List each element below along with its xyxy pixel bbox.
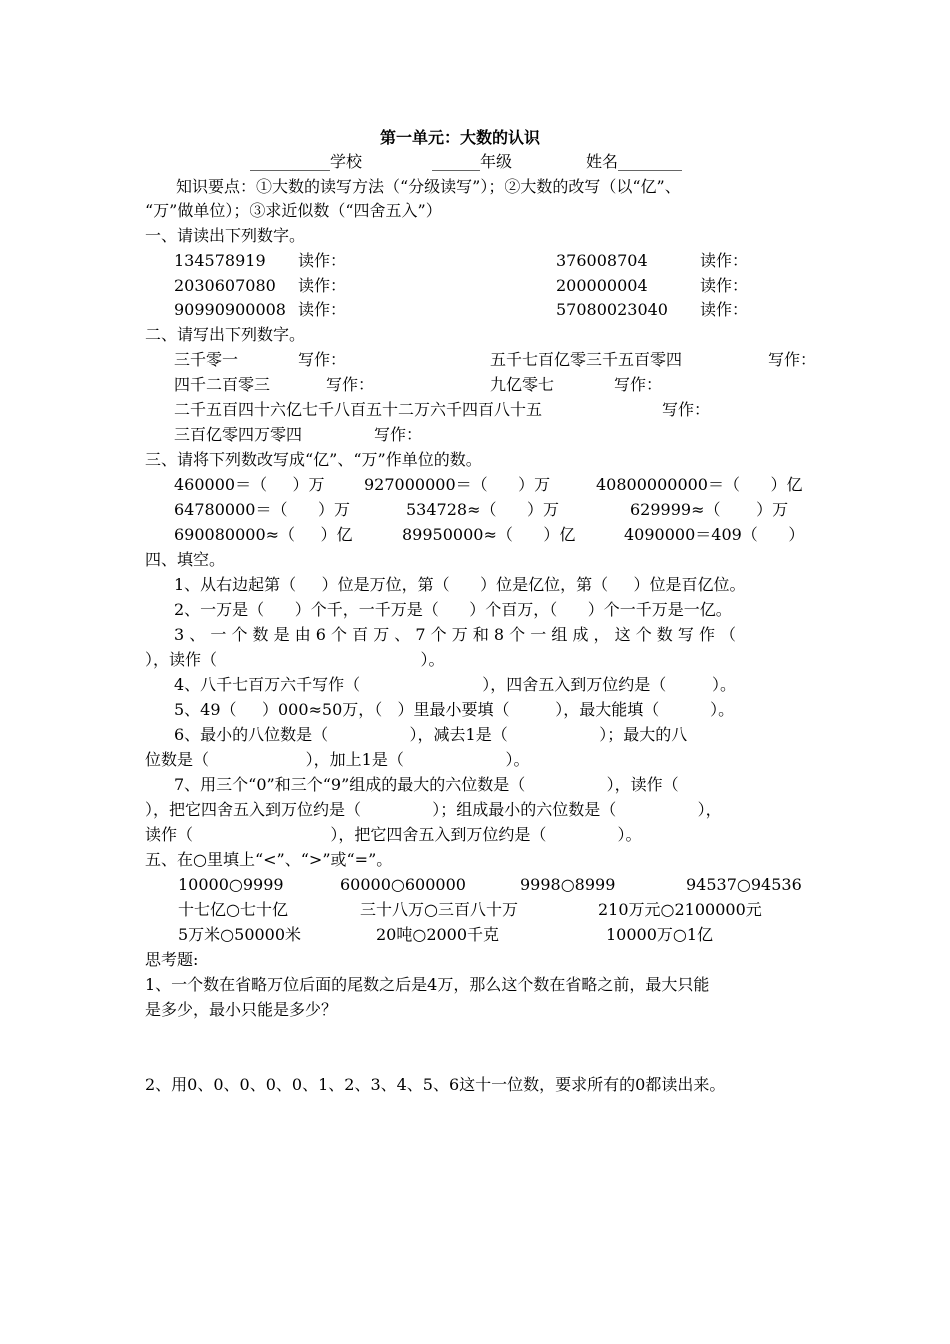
think-question-2: 2、用0、0、0、0、0、1、2、3、4、5、6这十一位数，要求所有的0都读出来。 [145, 1075, 726, 1094]
s4-question-5: 5、49（ ）000≈50万，（ ）里最小要填（ ），最大能填（ ）。 [174, 700, 735, 719]
s1-number: 376008704 [556, 251, 648, 270]
s4-question-7: 7、用三个“0”和三个“9”组成的最大的六位数是（ ），读作（ [174, 775, 679, 794]
s1-read-label: 读作： [700, 300, 749, 319]
s5-item: 210万元○2100000元 [598, 900, 762, 919]
intro-line-2: “万”做单位）；③求近似数（“四舍五入”） [145, 201, 442, 220]
s5-item: 60000○600000 [340, 875, 466, 894]
s3-item: 89950000≈（ ）亿 [402, 525, 576, 544]
s4-question-6-cont: 位数是（ ），加上1是（ ）。 [145, 750, 530, 769]
s2-write-label: 写作： [662, 400, 711, 419]
s1-read-label: 读作： [700, 276, 749, 295]
s3-item: 4090000＝409（ ） [624, 525, 805, 544]
grade-field: ______年级 [432, 152, 513, 171]
s5-item: 三十八万○三百八十万 [360, 900, 518, 919]
s2-write-label: 写作： [326, 375, 375, 394]
s4-question-6: 6、最小的八位数是（ ），减去1是（ ）；最大的八 [174, 725, 688, 744]
s2-write-label: 写作： [374, 425, 423, 444]
name-field: 姓名________ [586, 152, 683, 171]
think-heading: 思考题: [145, 950, 199, 969]
s1-read-label: 读作： [298, 276, 347, 295]
s4-question-4: 4、八千七百万六千写作（ ），四舍五入到万位约是（ ）。 [174, 675, 737, 694]
s2-text: 三百亿零四万零四 [174, 425, 303, 444]
s1-read-label: 读作： [298, 251, 347, 270]
s5-item: 十七亿○七十亿 [178, 900, 288, 919]
s4-question-7-cont: ），把它四舍五入到万位约是（ ）；组成最小的六位数是（ ）， [145, 800, 722, 819]
section-3-heading: 三、请将下列数改写成“亿”、“万”作单位的数。 [145, 450, 482, 469]
s3-item: 460000＝（ ）万 [174, 475, 325, 494]
s2-text: 五千七百亿零三千五百零四 [490, 350, 683, 369]
s1-number: 134578919 [174, 251, 266, 270]
s1-number: 90990900008 [174, 300, 286, 319]
page-title: 第一单元：大数的认识 [380, 128, 541, 147]
s3-item: 534728≈（ ）万 [406, 500, 560, 519]
section-1-heading: 一、请读出下列数字。 [145, 226, 306, 245]
s3-item: 40800000000＝（ ）亿 [596, 475, 803, 494]
s2-text: 三千零一 [174, 350, 239, 369]
s1-read-label: 读作： [700, 251, 749, 270]
s2-text: 二千五百四十六亿七千八百五十二万六千四百八十五 [174, 400, 543, 419]
s5-item: 10000万○1亿 [606, 925, 714, 944]
s1-number: 2030607080 [174, 276, 276, 295]
s5-item: 9998○8999 [520, 875, 616, 894]
school-field: __________学校 [250, 152, 363, 171]
s5-item: 20吨○2000千克 [376, 925, 500, 944]
intro-line-1: 知识要点：①大数的读写方法（“分级读写”）；②大数的改写（以“亿”、 [176, 177, 681, 196]
section-4-heading: 四、填空。 [145, 550, 226, 569]
s4-question-1: 1、从右边起第（ ）位是万位，第（ ）位是亿位，第（ ）位是百亿位。 [174, 575, 746, 594]
s5-item: 94537○94536 [686, 875, 802, 894]
section-5-heading: 五、在○里填上“<”、“>”或“=”。 [145, 850, 393, 869]
s3-item: 927000000＝（ ）万 [364, 475, 551, 494]
s1-read-label: 读作： [298, 300, 347, 319]
s4-question-2: 2、一万是（ ）个千，一千万是（ ）个百万，（ ）个一千万是一亿。 [174, 600, 732, 619]
s2-write-label: 写作： [768, 350, 817, 369]
s3-item: 629999≈（ ）万 [630, 500, 789, 519]
s1-number: 200000004 [556, 276, 648, 295]
s2-text: 九亿零七 [490, 375, 555, 394]
s4-question-7-cont: 读作（ ），把它四舍五入到万位约是（ ）。 [145, 825, 642, 844]
s2-write-label: 写作： [298, 350, 347, 369]
s4-question-3: 3 、 一 个 数 是 由 6 个 百 万 、 7 个 万 和 8 个 一 组 成 ， 这 个 数 写 作 （ [174, 625, 737, 644]
s1-number: 57080023040 [556, 300, 668, 319]
s4-question-3-cont: ），读作（ ）。 [145, 650, 445, 669]
think-question-1: 1、一个数在省略万位后面的尾数之后是4万，那么这个数在省略之前，最大只能 [145, 975, 710, 994]
s5-item: 5万米○50000米 [178, 925, 302, 944]
s5-item: 10000○9999 [178, 875, 284, 894]
s3-item: 64780000＝（ ）万 [174, 500, 350, 519]
s3-item: 690080000≈（ ）亿 [174, 525, 353, 544]
s2-text: 四千二百零三 [174, 375, 271, 394]
section-2-heading: 二、请写出下列数字。 [145, 325, 306, 344]
think-question-1-cont: 是多少，最小只能是多少？ [145, 1000, 338, 1019]
s2-write-label: 写作： [614, 375, 663, 394]
